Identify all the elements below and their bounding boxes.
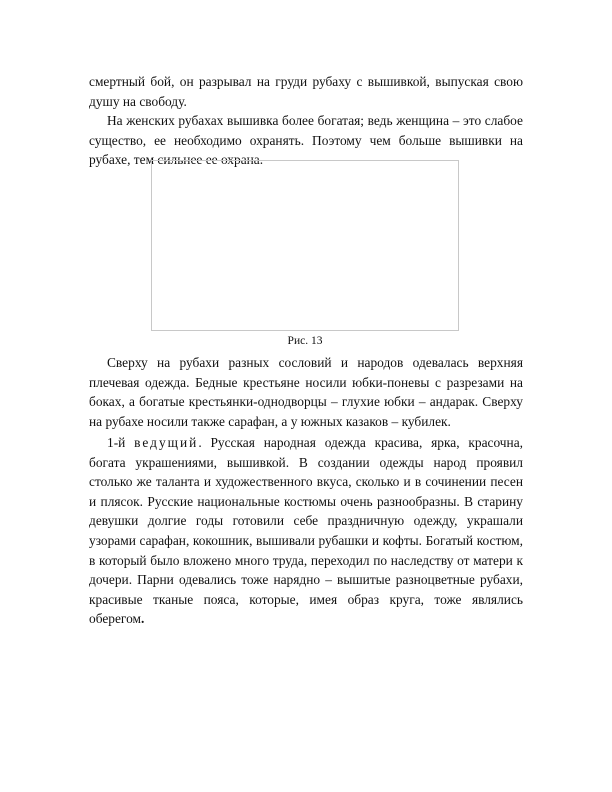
speaker-end-mark: .: [141, 611, 145, 627]
figure-caption: Рис. 13: [287, 335, 323, 347]
speaker-number: 1-й: [107, 435, 126, 450]
top-text-block: [89, 72, 523, 170]
paragraph-speaker-1: [89, 433, 523, 629]
speaker-text: . Русская народная одежда красива, ярка, красочна, богата украшениями, вышивкой. В создании одежды народ проявил столько же таланта и художественного вкуса, сколько и в сочинении песен и плясок. Русские национальные костюмы очень разнообразны. В старину девушки долгие годы готовили себе праздничную одежду, украшали узорами сарафан, кокошник, вышивали рубашки и кофты. Богатый костюм, в который было вложено много труда, переходил по наследству от матери к дочери. Парни одевались тоже нарядно – вышитые разноцветные рубахи, красивые тканые пояса, которые, имея образ круга, тоже являлись оберегом: [89, 435, 523, 627]
figure-image-placeholder: [151, 160, 459, 331]
clothing-text-block: [89, 353, 523, 431]
paragraph-women-shirts: На женских рубахах вышивка более богатая; ведь женщина – это слабое существо, ее необходимо охранять. Поэтому чем больше вышивки на рубахе, тем сильнее ее охрана.: [89, 113, 523, 168]
paragraph-continuation: смертный бой, он разрывал на груди рубаху с вышивкой, выпуская свою душу на свободу.: [89, 74, 523, 109]
paragraph-outer-clothing: Сверху на рубахи разных сословий и народов одевалась верхняя плечевая одежда. Бедные крестьяне носили юбки-поневы с разрезами на боках, а богатые крестьянки-однодворцы – глухие юбки – андарак. Сверху на рубахе носили также сарафан, а у южных казаков – кубилек.: [89, 355, 523, 429]
speaker-role: ведущий: [134, 435, 199, 450]
speaker-text-block: [89, 433, 523, 629]
